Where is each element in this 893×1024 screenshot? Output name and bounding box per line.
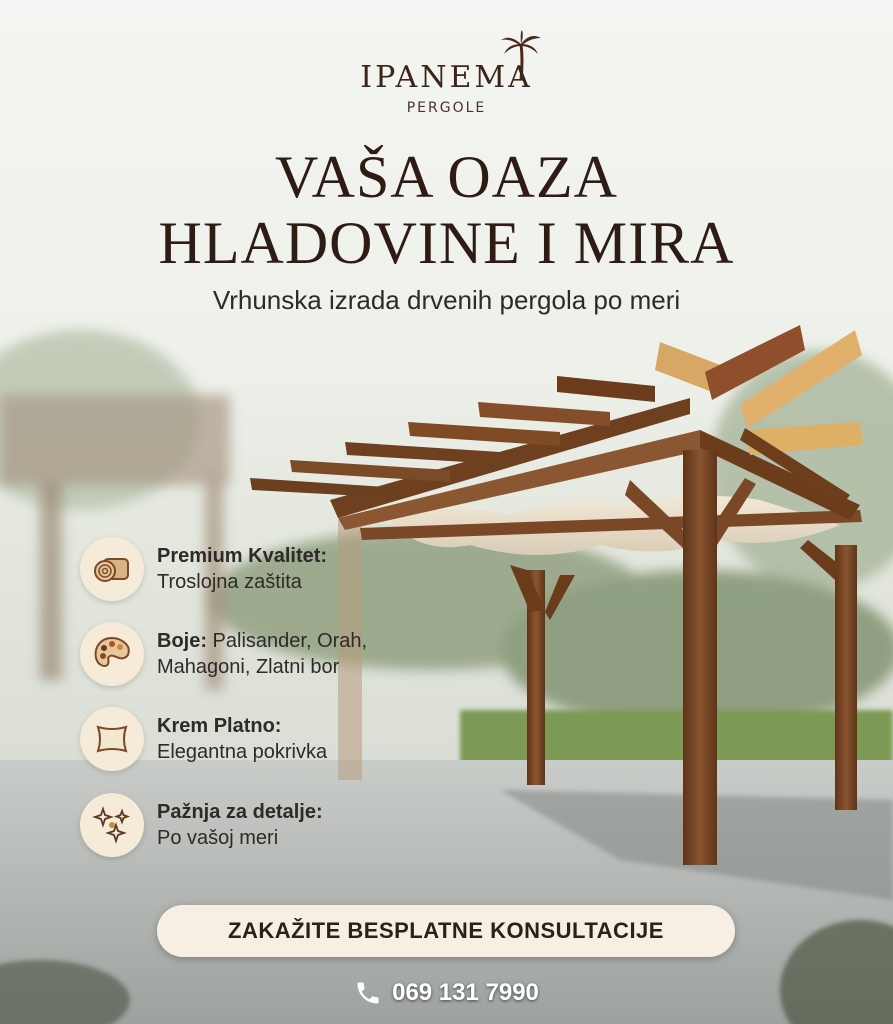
- feature-details: [80, 793, 323, 857]
- logo-subtitle: PERGOLE: [406, 100, 487, 116]
- fabric-cushion-icon: [80, 707, 144, 771]
- phone-icon: [354, 979, 382, 1007]
- feature-title: Boje:: [157, 630, 207, 652]
- cta-button[interactable]: ZAKAŽITE BESPLATNE KONSULTACIJE: [157, 905, 735, 957]
- phone-number-text: 069 131 7990: [392, 979, 539, 1006]
- feature-quality: [80, 537, 327, 601]
- feature-text: Elegantna pokrivka: [157, 741, 328, 763]
- phone-number[interactable]: [0, 975, 893, 1011]
- feature-text: Mahagoni, Zlatni bor: [157, 656, 340, 678]
- feature-text: Troslojna zaštita: [157, 571, 302, 593]
- tagline: Vrhunska izrada drvenih pergola po meri: [212, 285, 681, 315]
- feature-title: Krem Platno:: [157, 715, 282, 737]
- headline-line-2: HLADOVINE I MIRA: [158, 210, 735, 276]
- feature-text-inline: Palisander, Orah,: [207, 630, 368, 652]
- feature-title: Pažnja za detalje:: [157, 801, 323, 823]
- feature-text: Po vašoj meri: [157, 827, 279, 849]
- paint-palette-icon: [80, 622, 144, 686]
- sparkles-icon: [80, 793, 144, 857]
- headline-line-1: VAŠA OAZA: [275, 144, 618, 210]
- feature-title: Premium Kvalitet:: [157, 545, 328, 567]
- logo-wordmark: IPANEMA: [360, 60, 533, 95]
- feature-colors: [80, 622, 367, 686]
- wood-log-icon: [80, 537, 144, 601]
- feature-fabric: [80, 707, 327, 771]
